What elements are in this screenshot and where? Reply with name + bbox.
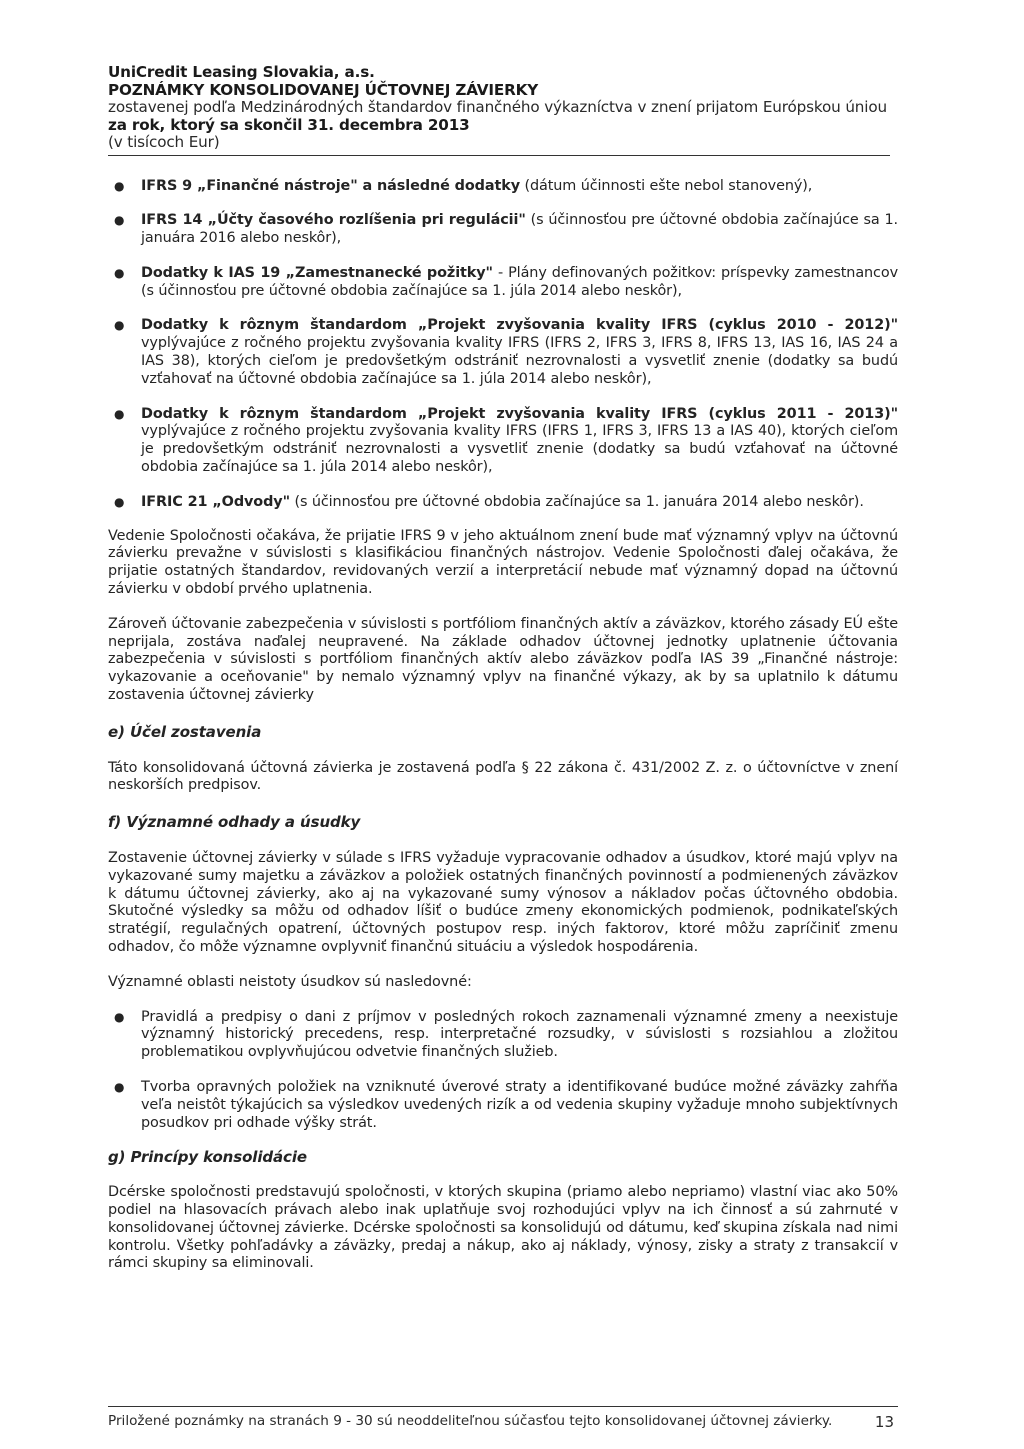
bullet-icon: ● — [114, 178, 125, 193]
list-item-text: (dátum účinnosti ešte nebol stanovený), — [520, 177, 813, 194]
document-page — [108, 64, 898, 1273]
currency-note: (v tisícoch Eur) — [108, 133, 220, 151]
list-item-standard: IFRIC 21 „Odvody" — [141, 493, 290, 510]
page-header — [108, 64, 898, 156]
section-f-intro: Významné oblasti neistoty úsudkov sú nasledovné: — [108, 973, 472, 990]
page-footer — [108, 1406, 898, 1431]
list-item — [108, 265, 898, 301]
list-item-text: Tvorba opravných položiek na vzniknuté úverové straty a identifikované budúce možné záväzky zahŕňa veľa neistôt týkajúcich sa výsledkov uvedených rizík a od vedenia skupiny vyžaduje mnoho subjektívnych posudkov pri odhade výšky strát. — [141, 1078, 898, 1131]
list-item-text: (s účinnosťou pre účtovné obdobia začínajúce sa 1. januára 2014 alebo neskôr). — [289, 493, 864, 510]
reporting-basis: zostavenej podľa Medzinárodných štandardov finančného výkazníctva v znení prijatom Európskou úniou — [108, 98, 887, 116]
bullet-icon: ● — [114, 1009, 125, 1024]
list-item-standard: IFRS 9 „Finančné nástroje" a následné dodatky — [141, 177, 520, 194]
list-item-standard: IFRS 14 „Účty časového rozlíšenia pri regulácii" — [141, 212, 526, 229]
list-item-text: (s účinnosťou pre účtovné obdobia začínajúce sa 1. januára 2016 alebo neskôr), — [141, 212, 898, 247]
list-item-standard: Dodatky k IAS 19 „Zamestnanecké požitky" — [141, 264, 493, 281]
list-item — [108, 178, 898, 196]
company-name: UniCredit Leasing Slovakia, a.s. — [108, 63, 375, 81]
section-f-text: Zostavenie účtovnej závierky v súlade s IFRS vyžaduje vypracovanie odhadov a úsudkov, ktoré majú vplyv na vykazované sumy majetku a záväzkov a položiek ostatných finančných povinností a podmienených záväzkov k dátumu účtovnej závierky, ako aj na vykazované sumy výnosov a nákladov počas účtovného obdobia. Skutočné výsledky sa môžu od odhadov líšiť o budúce zmeny ekonomických podmienok, podnikateľských stratégií, regulačných opatrení, účtovných postupov resp. iných faktorov, ktoré môžu zapríčiniť zmenu odhadov, čo môže významne ovplyvniť finančnú situáciu a výsledok hospodárenia. — [108, 850, 898, 955]
bullet-icon: ● — [114, 494, 125, 509]
section-g-text: Dcérske spoločnosti predstavujú spoločnosti, v ktorých skupina (priamo alebo nepriamo) vlastní viac ako 50% podiel na hlasovacích právach alebo inak uplatňuje svoj rozhodujúci vplyv na ich činnosť a sú zahrnuté v konsolidovanej účtovnej závierke. Dcérske spoločnosti sa konsolidujú od dátumu, keď skupina získala nad nimi kontrolu. Všetky pohľadávky a záväzky, predaj a nákup, ako aj náklady, výnosy, zisky a straty z transakcií v rámci skupiny sa eliminovali. — [108, 1184, 898, 1272]
list-item — [108, 494, 898, 512]
paragraph-ifrs9-impact: Vedenie Spoločnosti očakáva, že prijatie IFRS 9 v jeho aktuálnom znení bude mať významný vplyv na účtovnú závierku prevažne v súvislosti s klasifikáciou finančných nástrojov. Vedenie Spoločnosti ďalej očakáva, že prijatie ostatných štandardov, revidovaných verzií a interpretácií nebude mať významný dopad na účtovnú závierku v období prvého uplatnenia. — [108, 527, 898, 598]
list-item — [108, 1079, 898, 1132]
list-item-text: Pravidlá a predpisy o dani z príjmov v posledných rokoch zaznamenali významné zmeny a neexistuje významný historický precedens, resp. interpretačné rozsudky, v súvislosti s rozsiahlou a zložitou problematikou ovplyvňujúcou odvetvie finančných služieb. — [141, 1008, 898, 1061]
list-item-standard: Dodatky k rôznym štandardom „Projekt zvyšovania kvality IFRS (cyklus 2011 - 2013)" — [141, 405, 898, 422]
reporting-period: za rok, ktorý sa skončil 31. decembra 2013 — [108, 115, 470, 134]
list-item — [108, 212, 898, 248]
header-divider — [108, 155, 890, 156]
standards-list — [108, 178, 898, 512]
section-e-text: Táto konsolidovaná účtovná závierka je zostavená podľa § 22 zákona č. 431/2002 Z. z. o účtovníctve v znení neskorších predpisov. — [108, 759, 898, 794]
list-item — [108, 406, 898, 477]
list-item — [108, 1009, 898, 1062]
list-item-text: - Plány definovaných požitkov: príspevky zamestnancov (s účinnosťou pre účtovné obdobia začínajúce sa 1. júla 2014 alebo neskôr), — [141, 264, 898, 299]
document-body — [108, 178, 898, 1274]
bullet-icon: ● — [114, 318, 125, 333]
section-heading-f: f) Významné odhady a úsudky — [108, 813, 361, 832]
section-heading-e: e) Účel zostavenia — [108, 722, 262, 741]
list-item-text: vyplývajúce z ročného projektu zvyšovania kvality IFRS (IFRS 1, IFRS 3, IFRS 13 a IAS 40), ktorých cieľom je predovšetkým odstrániť nezrovnalosti a vysvetliť znenie (dodatky sa budú vzťahovať na účtovné obdobia začínajúce sa 1. júla 2014 alebo neskôr), — [141, 423, 898, 476]
bullet-icon: ● — [114, 265, 125, 280]
list-item-text: vyplývajúce z ročného projektu zvyšovania kvality IFRS (IFRS 2, IFRS 3, IFRS 8, IFRS 13, IAS 16, IAS 24 a IAS 38), ktorých cieľom je predovšetkým odstrániť nezrovnalosti a vysvetliť znenie (dodatky sa budú vzťahovať na účtovné obdobia začínajúce sa 1. júla 2014 alebo neskôr), — [141, 335, 898, 387]
bullet-icon: ● — [114, 406, 125, 421]
uncertainty-list — [108, 1009, 898, 1133]
paragraph-hedge-accounting: Zároveň účtovanie zabezpečenia v súvislosti s portfóliom finančných aktív a záväzkov, ktorého zásady EÚ ešte neprijala, zostáva naďalej neupravené. Na základe odhadov účtovnej jednotky uplatnenie účtovania zabezpečenia v súvislosti s portfóliom finančných aktív alebo záväzkov podľa IAS 39 „Finančné nástroje: vykazovanie a oceňovanie" by nemalo významný vplyv na finančné výkazy, ak by sa uplatnilo k dátumu zostavenia účtovnej závierky — [108, 615, 898, 704]
section-heading-g: g) Princípy konsolidácie — [108, 1148, 307, 1167]
bullet-icon: ● — [114, 1079, 125, 1094]
footer-note: Priložené poznámky na stranách 9 - 30 sú neoddeliteľnou súčasťou tejto konsolidovanej účtovnej závierky. — [108, 1413, 833, 1429]
page-number: 13 — [874, 1413, 894, 1431]
bullet-icon: ● — [114, 213, 125, 228]
list-item — [108, 317, 898, 388]
document-title: POZNÁMKY KONSOLIDOVANEJ ÚČTOVNEJ ZÁVIERKY — [108, 80, 539, 99]
list-item-standard: Dodatky k rôznym štandardom „Projekt zvyšovania kvality IFRS (cyklus 2010 - 2012)" — [141, 317, 898, 334]
